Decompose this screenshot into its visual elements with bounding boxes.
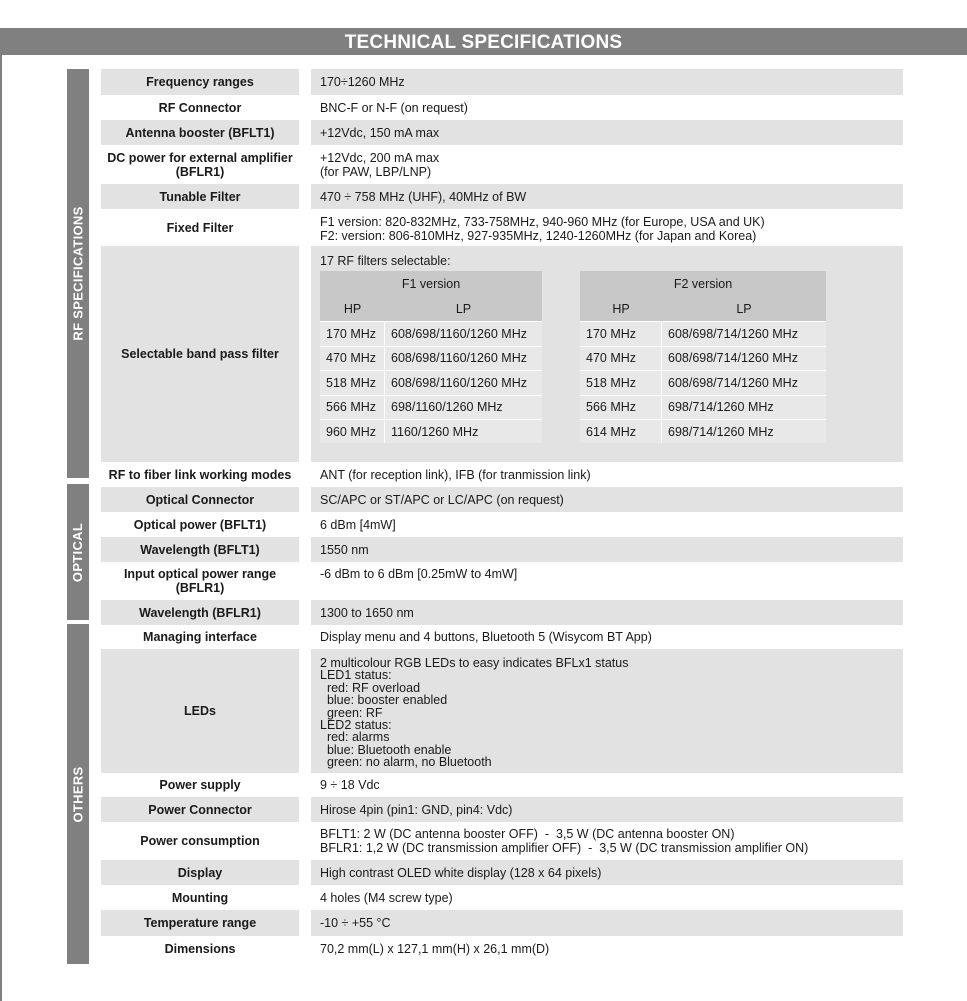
spec-label: Tunable Filter [101,184,299,209]
spec-value: 1550 nm [311,537,903,562]
spec-value: F1 version: 820-832MHz, 733-758MHz, 940-960 MHz (for Europe, USA and UK) F2: version: 806-810MHz, 927-935MHz, 1240-1260MHz (for Japan and Korea) [320,215,765,243]
spec-row-optical-connector [101,487,903,512]
spec-value: Hirose 4pin (pin1: GND, pin4: Vdc) [311,797,903,822]
spec-label: Dimensions [164,942,236,956]
spec-row-rf-connector [101,95,903,120]
page-title: TECHNICAL SPECIFICATIONS [0,28,967,55]
spec-value: -10 ÷ +55 °C [311,910,903,936]
table-row: 960 MHz 1160/1260 MHz [320,419,542,443]
spec-label: Wavelength (BFLT1) [101,537,299,562]
spec-value: 4 holes (M4 screw type) [320,890,453,905]
spec-row-antenna-booster [101,120,903,145]
spec-label: Wavelength (BFLR1) [101,600,299,625]
spec-label: Optical power (BFLT1) [133,517,267,532]
spec-value: BFLT1: 2 W (DC antenna booster OFF) - 3,5 W (DC antenna booster ON) BFLR1: 1,2 W (DC transmission amplifier OFF) - 3,5 W (DC transmission amplifier ON) [320,827,809,855]
spec-row-optical-power [101,512,903,537]
spec-row-wavelength-bflr1 [101,600,903,625]
spec-label: Temperature range [101,910,299,936]
spec-row-wavelength-bflt1 [101,537,903,562]
table-row: 614 MHz 698/714/1260 MHz [580,419,826,443]
table-row: 170 MHz 608/698/714/1260 MHz [580,321,826,345]
spec-value: 2 multicolour RGB LEDs to easy indicates BFLx1 status LED1 status: red: RF overload blue: booster enabled green: RF LED2 status: red: alarms blue: Bluetooth enable green: no alarm, no Bluetooth [311,649,903,773]
spec-value: +12Vdc, 150 mA max [311,120,903,145]
spec-label: RF to fiber link working modes [108,467,292,482]
spec-value: 1300 to 1650 nm [311,600,903,625]
f1-hp-header: HP [320,297,385,321]
spec-label: Managing interface [143,630,257,644]
spec-label: Display [101,860,299,885]
spec-label: Power Connector [101,797,299,822]
f2-hp-header: HP [580,297,662,321]
table-row: 470 MHz 608/698/714/1260 MHz [580,346,826,370]
table-row: 170 MHz 608/698/1160/1260 MHz [320,321,542,345]
table-row: 470 MHz 608/698/1160/1260 MHz [320,346,542,370]
f1-filter-table [320,271,542,443]
spec-value [311,246,903,462]
spec-value: ANT (for reception link), IFB (for tranmission link) [320,467,591,482]
spec-row-managing-interface [101,625,903,649]
f2-title: F2 version [580,271,826,297]
section-label-optical: OPTICAL [70,522,86,582]
spec-row-band-pass-filter [101,246,903,462]
spec-label: Power supply [159,778,241,792]
f2-filter-table [580,271,826,443]
spec-label: Input optical power range (BFLR1) [123,567,277,595]
spec-label: Fixed Filter [166,220,234,235]
table-row: 566 MHz 698/1160/1260 MHz [320,395,542,419]
spec-label: Mounting [171,890,229,905]
section-label-others: OTHERS [70,766,86,822]
spec-row-power-connector [101,797,903,822]
spec-label: Power consumption [140,834,260,848]
spec-value: Display menu and 4 buttons, Bluetooth 5 (Wisycom BT App) [320,630,652,644]
spec-row-rf-fiber-modes [101,462,903,487]
spec-value: +12Vdc, 200 mA max (for PAW, LBP/LNP) [320,151,440,179]
spec-value: 70,2 mm(L) x 127,1 mm(H) x 26,1 mm(D) [320,942,550,956]
spec-value: BNC-F or N-F (on request) [320,100,468,115]
table-row: 566 MHz 698/714/1260 MHz [580,395,826,419]
spec-value: 6 dBm [4mW] [320,517,396,532]
spec-value: 470 ÷ 758 MHz (UHF), 40MHz of BW [311,184,903,209]
spec-row-frequency [101,69,903,95]
spec-value: High contrast OLED white display (128 x 64 pixels) [311,860,903,885]
spec-row-fixed-filter [101,209,903,246]
spec-row-display [101,860,903,885]
spec-label: Antenna booster (BFLT1) [101,120,299,145]
section-label-rf: RF SPECIFICATIONS [70,206,86,341]
spec-label: RF Connector [158,100,242,115]
spec-label: Frequency ranges [101,69,299,95]
bpf-intro: 17 RF filters selectable: [320,254,451,268]
spec-row-power-consumption [101,822,903,860]
spec-label: LEDs [101,649,299,773]
spec-row-dimensions [101,936,903,962]
spec-value: SC/APC or ST/APC or LC/APC (on request) [311,487,903,512]
spec-label: Selectable band pass filter [101,246,299,462]
spec-value: 9 ÷ 18 Vdc [320,778,380,792]
spec-row-mounting [101,885,903,910]
spec-label: Optical Connector [101,487,299,512]
f2-lp-header: LP [662,297,826,321]
spec-value: 170÷1260 MHz [311,69,903,95]
spec-row-temperature [101,910,903,936]
spec-row-tunable-filter [101,184,903,209]
f1-title: F1 version [320,271,542,297]
spec-row-dc-power [101,145,903,184]
spec-row-leds [101,649,903,773]
spec-label: DC power for external amplifier (BFLR1) [107,150,293,179]
page-left-rule [0,28,2,1001]
spec-value: -6 dBm to 6 dBm [0.25mW to 4mW] [320,567,518,581]
spec-row-power-supply [101,773,903,797]
table-row: 518 MHz 608/698/714/1260 MHz [580,370,826,394]
f1-lp-header: LP [385,297,542,321]
table-row: 518 MHz 608/698/1160/1260 MHz [320,370,542,394]
spec-row-input-optical-power [101,562,903,600]
